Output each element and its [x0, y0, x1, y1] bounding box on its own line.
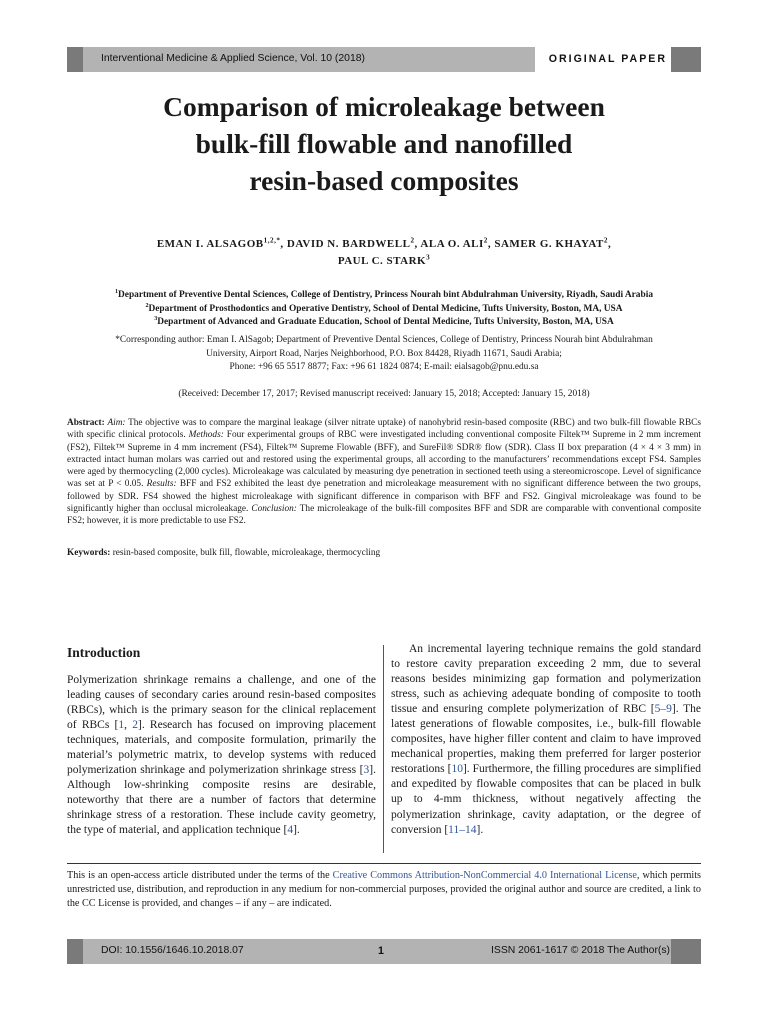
author-name: , DAVID N. BARDWELL [280, 238, 411, 250]
intro-right-column [391, 642, 701, 838]
license-notice [67, 869, 701, 911]
intro-text: Polymerization shrinkage remains a challenge, and one of the leading causes of secondary caries around resin-based composites (RBCs), which is the primary season for the clinical replacement of RBCs [ [67, 674, 376, 732]
affiliation-text: Department of Preventive Dental Sciences, College of Dentistry, Princess Nourah bint Abdulrahman University, Riyadh, Saudi Arabia [118, 290, 654, 300]
license-text: This is an open-access article distributed under the terms of the [67, 870, 333, 881]
header-bar [67, 47, 701, 72]
footer-right-tab [671, 939, 701, 964]
affiliations [66, 289, 702, 330]
title-line: Comparison of microleakage between [163, 91, 605, 122]
intro-text: ]. Research has focused on improving placement techniques, materials, and composite formulation, primarily the material’s polymetric matrix, to develop systems with reduced polymerization shrinkage and polymerization shrinkage stress [ [67, 719, 376, 777]
author-affil-sup: 2 [483, 236, 488, 245]
abstract-aim-label: Aim: [107, 418, 126, 428]
intro-text: ]. The latest generations of flowable composites, i.e., bulk-fill flowable composites, have higher filler content and claim to have improved mechanical properties, making them preferred for larger posterior restorations [ [391, 703, 701, 776]
author-name: PAUL C. STARK [337, 255, 427, 267]
affiliation [66, 289, 702, 303]
intro-text: , [124, 719, 133, 732]
author-name: , ALA O. ALI [414, 238, 484, 250]
affiliation-sup: 2 [145, 302, 149, 309]
citation-link[interactable]: 10 [451, 763, 463, 776]
abstract-conclusion: The microleakage of the bulk-fill composites BFF and SDR are comparable with conventional composite FS2; however, it is more predictable to use FS2. [67, 503, 701, 526]
author-affil-sup: 1,2,* [263, 236, 281, 245]
affiliation-text: Department of Advanced and Graduate Education, School of Dental Medicine, Tufts University, Boston, MA, USA [157, 317, 614, 327]
affiliation [66, 303, 702, 317]
intro-text: An incremental layering technique remains the gold standard to restore cavity preparation exceeding 2 mm, due to several reasons besides minimizing gap formation and polymerization stress, such as achieving adequate bonding of composite to tooth tissue and ensuring complete polymerization of RBC [ [391, 643, 701, 716]
received-dates: (Received: December 17, 2017; Revised manuscript received: January 15, 2018; Accepted: January 15, 2018) [178, 389, 590, 399]
doi: DOI: 10.1556/1646.10.2018.07 [101, 945, 244, 956]
journal-name: Interventional Medicine & Applied Science, Vol. 10 (2018) [101, 53, 365, 64]
page-number: 1 [378, 945, 384, 957]
footer-left-tab [67, 939, 83, 964]
section-heading-introduction: Introduction [67, 645, 141, 660]
abstract [67, 417, 701, 527]
abstract-methods: Four experimental groups of RBC were investigated including conventional composite Filtek™ Supreme in 2 mm increment (FS2), Filtek™ Supreme in 4 mm increment (FS4), Filtek™ Supreme Flowable (BFF), and SureFil® SDR® flow (SDR). Class II box preparation (4 × 4 × 3 mm) in extracted intact human molars was carried out and restored using the experimental groups, all according to the manufacturers’ recommendations except FS4. Samples were aged by thermocycling (2,000 cycles). Microleakage was calculated by measuring dye penetration in sectioned teeth using a stereomicroscope. Level of significance was set at P < 0.05. [67, 430, 701, 490]
column-divider [383, 645, 384, 853]
affiliation [66, 316, 702, 330]
abstract-results-label: Results: [146, 479, 177, 490]
title-line: resin-based composites [249, 165, 519, 196]
license-rule [67, 863, 701, 864]
intro-text: ]. [293, 824, 300, 837]
citation-link[interactable]: 11–14 [448, 823, 477, 836]
corresponding-line: *Corresponding author: Eman I. AlSagob; Department of Preventive Dental Sciences, College of Dentistry, Princess Nourah bint Abdulrahman [115, 335, 653, 345]
abstract-conclusion-label: Conclusion: [251, 503, 297, 514]
keywords-text: resin-based composite, bulk fill, flowable, microleakage, thermocycling [110, 548, 381, 558]
title-line: bulk-fill flowable and nanofilled [195, 128, 573, 159]
paper-title [60, 88, 708, 199]
license-text: , which permits unrestricted use, distribution, and reproduction in any medium for non-commercial purposes, provided the original author and source are credited, a link to the CC License is provided, and changes – if any – are indicated. [67, 870, 701, 909]
author-line [60, 253, 708, 270]
intro-text: ]. Although low-shrinking composite resins are desirable, noteworthy that there are a number of factors that determine shrinkage stress of a restoration. These include cavity geometry, the type of material, and application technique [ [67, 764, 376, 837]
affiliation-text: Department of Prosthodontics and Operative Dentistry, School of Dental Medicine, Tufts University, Boston, MA, USA [148, 303, 623, 314]
article-type-text: ORIGINAL PAPER [548, 53, 667, 65]
corresponding-line: Phone: +96 65 5517 8877; Fax: +96 61 1824 0874; E-mail: eialsagob@pnu.edu.sa [229, 362, 539, 372]
affiliation-sup: 3 [154, 315, 158, 322]
header-right-tab [671, 47, 701, 72]
intro-text: ]. Furthermore, the filling procedures are simplified and expedited by flowable composites that can be placed in bulk up to 4-mm thickness, without negatively affecting the polymerization shrinkage, cavity adaptation, or the degree of conversion [ [391, 763, 701, 836]
intro-left-column [67, 673, 376, 839]
abstract-results: BFF and FS2 exhibited the least dye penetration and microleakage measurement with no significant difference between the two groups, followed by SDR. FS4 showed the highest microleakage with significant difference in comparison with BFF and FS2. Gingival microleakage was found to be significantly higher than occlusal microleakage. [67, 479, 701, 514]
citation-link[interactable]: 1 [118, 719, 125, 732]
author-affil-sup: 2 [410, 236, 415, 245]
footer-bar [67, 939, 701, 964]
author-separator: , [607, 238, 612, 250]
author-affil-sup: 2 [603, 236, 608, 245]
license-link[interactable]: Creative Commons Attribution-NonCommercial 4.0 International License [332, 870, 637, 881]
header-left-tab [67, 47, 83, 72]
citation-link[interactable]: 5–9 [654, 703, 672, 716]
abstract-label: Abstract: [67, 418, 105, 428]
author-affil-sup: 3 [426, 253, 431, 262]
corresponding-author [66, 334, 702, 375]
author-name: EMAN I. ALSAGOB [156, 238, 264, 250]
author-list [60, 236, 708, 270]
abstract-aim: The objective was to compare the marginal leakage (silver nitrate uptake) of nanohybrid resin-based composite (RBC) and two bulk-fill flowable RBCs with specific clinical protocols. [67, 418, 701, 441]
author-line [60, 236, 708, 253]
citation-link[interactable]: 2 [132, 719, 138, 732]
corresponding-line: University, Airport Road, Narjes Neighborhood, P.O. Box 84428, Riyadh 11671, Saudi Arabia; [206, 348, 562, 359]
intro-text: ]. [476, 823, 484, 836]
keywords [67, 548, 701, 558]
citation-link[interactable]: 3 [363, 764, 370, 777]
affiliation-sup: 1 [114, 288, 119, 295]
author-name: , SAMER G. KHAYAT [487, 238, 604, 250]
issn: ISSN 2061-1617 © 2018 The Author(s) [491, 945, 671, 956]
citation-link[interactable]: 4 [287, 824, 294, 837]
abstract-methods-label: Methods: [188, 430, 224, 441]
keywords-label: Keywords: [67, 548, 111, 558]
